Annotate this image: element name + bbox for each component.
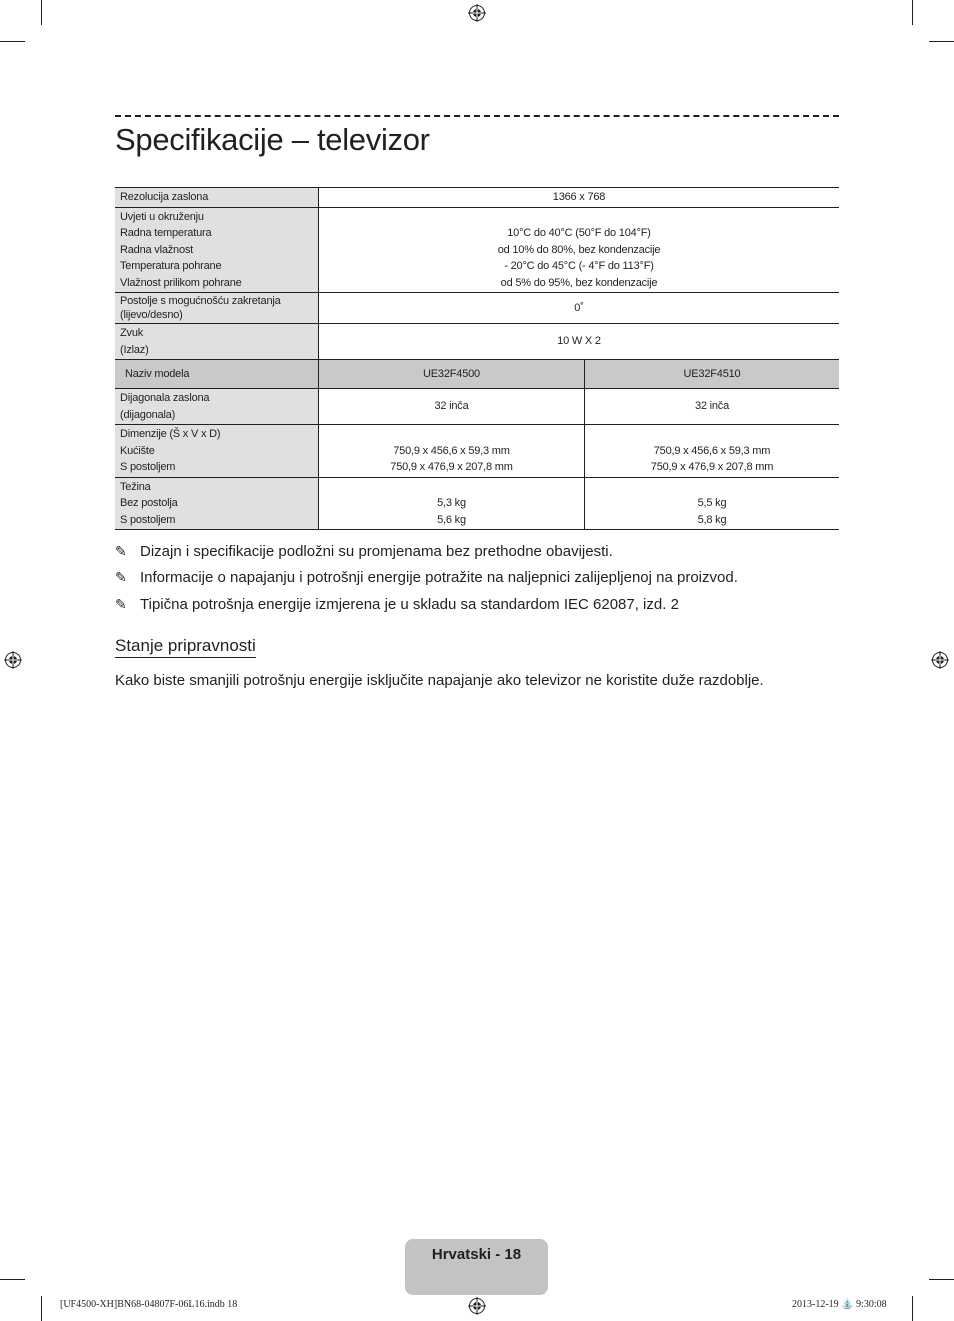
without-stand-label: Bez postolja xyxy=(120,497,178,509)
spec-table xyxy=(115,187,839,530)
table-row xyxy=(115,360,839,389)
list-item xyxy=(115,569,738,586)
print-timestamp: 2013-12-19 ⛲ 9:30:08 xyxy=(792,1299,887,1310)
model-b-name: UE32F4510 xyxy=(585,360,840,389)
model-b-weight-with-stand: 5,8 kg xyxy=(697,513,727,526)
note-text: Informacije o napajanju i potrošnji energije potražite na naljepnici zalijepljenoj na proizvod. xyxy=(140,569,738,586)
table-row xyxy=(115,477,839,530)
storage-temperature-value: - 20°C do 45°C (- 4°F do 113°F) xyxy=(504,260,654,272)
stand-label: Postolje s mogućnošću zakretanja xyxy=(120,295,281,307)
crop-mark xyxy=(929,41,954,42)
crop-mark xyxy=(41,1296,42,1321)
model-a-body-dimensions: 750,9 x 456,6 x 59,3 mm xyxy=(393,444,510,457)
environment-labels xyxy=(115,207,319,293)
resolution-label: Rezolucija zaslona xyxy=(115,188,319,208)
model-a-weight-with-stand: 5,6 kg xyxy=(437,513,466,526)
sound-label: Zvuk xyxy=(120,327,144,339)
pencil-note-icon: ✎ xyxy=(115,596,127,612)
list-item xyxy=(115,543,613,560)
diagonal-label: Dijagonala zaslona xyxy=(120,392,210,404)
environment-label: Uvjeti u okruženju xyxy=(120,210,204,223)
weight-labels xyxy=(115,477,319,530)
file-info: [UF4500-XH]BN68-04807F-06L16.indb 18 xyxy=(60,1299,238,1310)
model-a-weight xyxy=(319,477,585,530)
table-row xyxy=(115,324,839,360)
crop-mark xyxy=(0,1279,25,1280)
operating-humidity-value: od 10% do 80%, bez kondenzacije xyxy=(497,243,661,256)
crop-mark xyxy=(912,0,913,25)
operating-temperature-label: Radna temperatura xyxy=(120,227,212,239)
dimensions-label: Dimenzije (Š x V x D) xyxy=(120,428,221,440)
resolution-value: 1366 x 768 xyxy=(319,188,840,208)
with-stand-weight-label: S postoljem xyxy=(120,513,176,526)
stand-sublabel: (lijevo/desno) xyxy=(120,309,183,321)
registration-mark-icon xyxy=(468,4,486,22)
sound-sublabel: (Izlaz) xyxy=(120,343,149,356)
standby-heading: Stanje pripravnosti xyxy=(115,636,256,658)
storage-humidity-value: od 5% do 95%, bez kondenzacije xyxy=(500,276,658,289)
model-a-weight-without-stand: 5,3 kg xyxy=(437,497,466,509)
weight-label: Težina xyxy=(120,480,151,493)
model-b-stand-dimensions: 750,9 x 476,9 x 207,8 mm xyxy=(650,461,774,473)
list-item xyxy=(115,596,679,613)
diagonal-sublabel: (dijagonala) xyxy=(120,408,176,421)
standby-text: Kako biste smanjili potrošnju energije isključite napajanje ako televizor ne koristite duže razdoblje. xyxy=(115,672,764,689)
model-b-diagonal: 32 inča xyxy=(585,389,840,425)
model-a-stand-dimensions: 750,9 x 476,9 x 207,8 mm xyxy=(390,461,513,473)
model-b-dimensions xyxy=(585,425,840,478)
operating-temperature-value: 10°C do 40°C (50°F do 104°F) xyxy=(507,227,651,239)
table-row xyxy=(115,188,839,208)
crop-mark xyxy=(41,0,42,25)
pencil-note-icon: ✎ xyxy=(115,543,127,559)
dimensions-labels xyxy=(115,425,319,478)
sound-value: 10 W X 2 xyxy=(319,324,840,360)
title-dashed-rule xyxy=(115,115,839,117)
note-text: Tipična potrošnja energije izmjerena je u skladu sa standardom IEC 62087, izd. 2 xyxy=(140,596,679,613)
crop-mark xyxy=(0,41,25,42)
page-title: Specifikacije – televizor xyxy=(115,122,430,157)
sound-labels xyxy=(115,324,319,360)
table-row xyxy=(115,207,839,293)
with-stand-label: S postoljem xyxy=(120,461,176,473)
stand-labels xyxy=(115,293,319,324)
crop-mark xyxy=(929,1279,954,1280)
environment-values xyxy=(319,207,840,293)
model-b-weight-without-stand: 5,5 kg xyxy=(697,497,727,509)
operating-humidity-label: Radna vlažnost xyxy=(120,243,194,256)
page-label: Hrvatski - 18 xyxy=(431,1246,522,1263)
crop-mark xyxy=(912,1296,913,1321)
diagonal-labels xyxy=(115,389,319,425)
registration-mark-icon xyxy=(931,651,949,669)
stand-value: 0˚ xyxy=(319,293,840,324)
storage-temperature-label: Temperatura pohrane xyxy=(120,260,222,272)
model-name-label: Naziv modela xyxy=(115,360,319,389)
body-label: Kućište xyxy=(120,444,155,457)
note-text: Dizajn i specifikacije podložni su promjenama bez prethodne obavijesti. xyxy=(140,543,613,560)
pencil-note-icon: ✎ xyxy=(115,569,127,585)
model-a-name: UE32F4500 xyxy=(319,360,585,389)
registration-mark-icon xyxy=(468,1297,486,1315)
model-a-dimensions xyxy=(319,425,585,478)
model-b-body-dimensions: 750,9 x 456,6 x 59,3 mm xyxy=(653,444,771,457)
table-row xyxy=(115,293,839,324)
table-row xyxy=(115,425,839,478)
registration-mark-icon xyxy=(4,651,22,669)
model-a-diagonal: 32 inča xyxy=(319,389,585,425)
storage-humidity-label: Vlažnost prilikom pohrane xyxy=(120,276,242,289)
table-row xyxy=(115,389,839,425)
model-b-weight xyxy=(585,477,840,530)
page-number-tab xyxy=(405,1239,548,1295)
